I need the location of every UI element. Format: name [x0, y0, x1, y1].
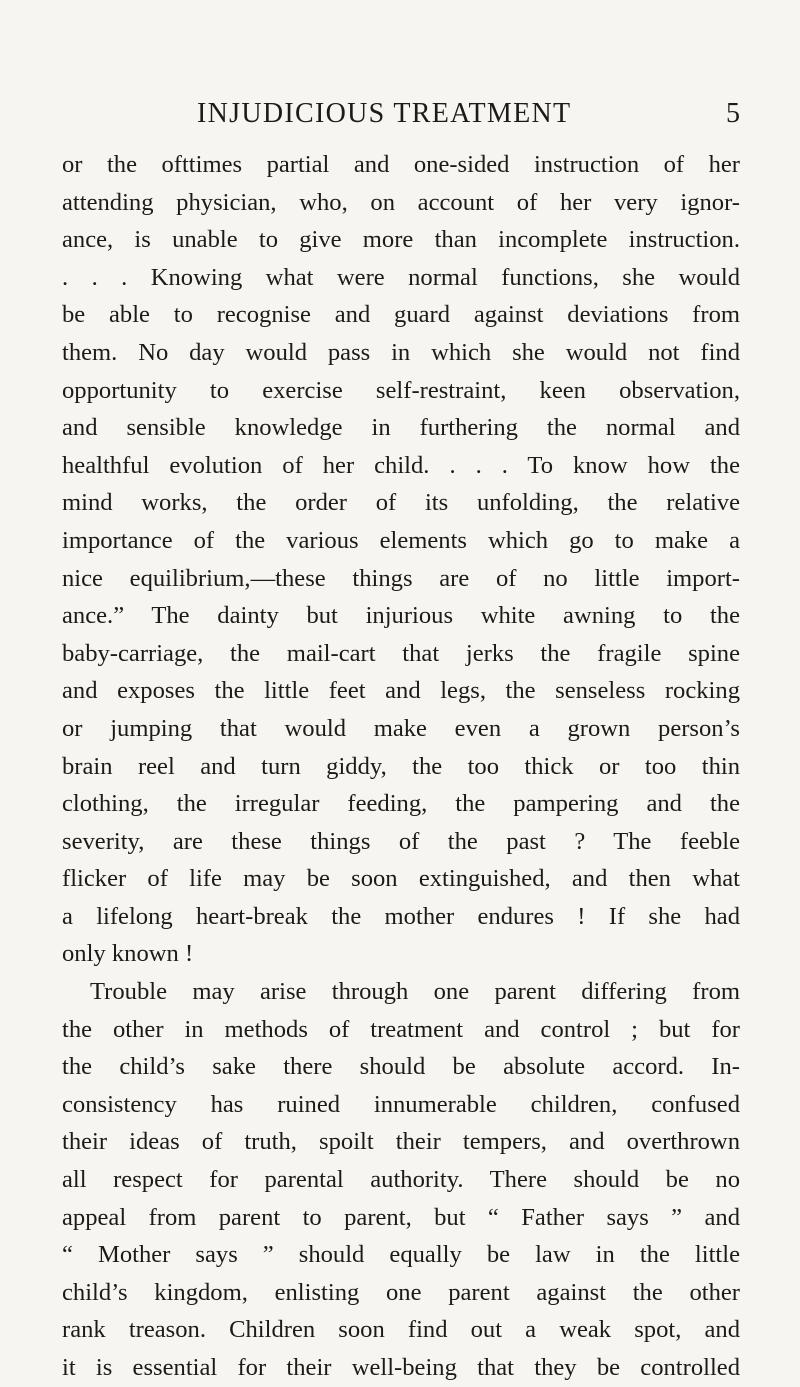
- text-line: the other in methods of treatment and control ; but for: [62, 1015, 740, 1043]
- text-line: . . . Knowing what were normal functions, she would: [62, 263, 740, 291]
- text-line: “ Mother says ” should equally be law in the little: [62, 1241, 740, 1269]
- text-line: brain reel and turn giddy, the too thick or too thin: [62, 752, 740, 780]
- text-line: their ideas of truth, spoilt their tempers, and overthrown: [62, 1128, 740, 1156]
- text-line: mind works, the order of its unfolding, the relative: [62, 489, 740, 517]
- text-line: healthful evolution of her child. . . . To know how the: [62, 451, 740, 479]
- body-text: [62, 146, 740, 1387]
- text-line: attending physician, who, on account of her very ignor-: [62, 188, 740, 216]
- text-line: Trouble may arise through one parent differing from: [90, 978, 740, 1006]
- page-number: 5: [726, 98, 740, 129]
- text-line: ance.” The dainty but injurious white awning to the: [62, 602, 740, 630]
- text-line: all respect for parental authority. There should be no: [62, 1166, 740, 1194]
- text-line: flicker of life may be soon extinguished, and then what: [62, 865, 740, 893]
- text-line: the child’s sake there should be absolute accord. In-: [62, 1053, 740, 1081]
- text-line: or jumping that would make even a grown person’s: [62, 714, 740, 742]
- text-line: it is essential for their well-being that they be controlled: [62, 1354, 740, 1381]
- text-line: importance of the various elements which go to make a: [62, 526, 740, 554]
- text-line: consistency has ruined innumerable children, confused: [62, 1090, 740, 1118]
- text-line: only known !: [62, 940, 194, 968]
- text-line: opportunity to exercise self-restraint, keen observation,: [62, 376, 740, 404]
- text-line: and sensible knowledge in furthering the normal and: [62, 414, 740, 442]
- text-line: a lifelong heart-break the mother endures ! If she had: [62, 902, 740, 930]
- text-line: baby-carriage, the mail-cart that jerks the fragile spine: [62, 639, 740, 667]
- text-line: appeal from parent to parent, but “ Father says ” and: [62, 1203, 740, 1231]
- text-line: them. No day would pass in which she would not find: [62, 338, 740, 366]
- text-line: ance, is unable to give more than incomplete instruction.: [62, 226, 740, 254]
- text-line: or the ofttimes partial and one-sided instruction of her: [62, 151, 740, 178]
- text-line: nice equilibrium,—these things are of no little import-: [62, 564, 740, 592]
- text-line: and exposes the little feet and legs, the senseless rocking: [62, 677, 740, 705]
- text-line: clothing, the irregular feeding, the pampering and the: [62, 790, 740, 818]
- text-line: rank treason. Children soon find out a weak spot, and: [62, 1316, 740, 1344]
- text-line: child’s kingdom, enlisting one parent against the other: [62, 1278, 740, 1306]
- running-head-title: INJUDICIOUS TREATMENT: [197, 98, 572, 129]
- text-line: severity, are these things of the past ? The feeble: [62, 827, 740, 855]
- text-line: be able to recognise and guard against deviations from: [62, 301, 740, 329]
